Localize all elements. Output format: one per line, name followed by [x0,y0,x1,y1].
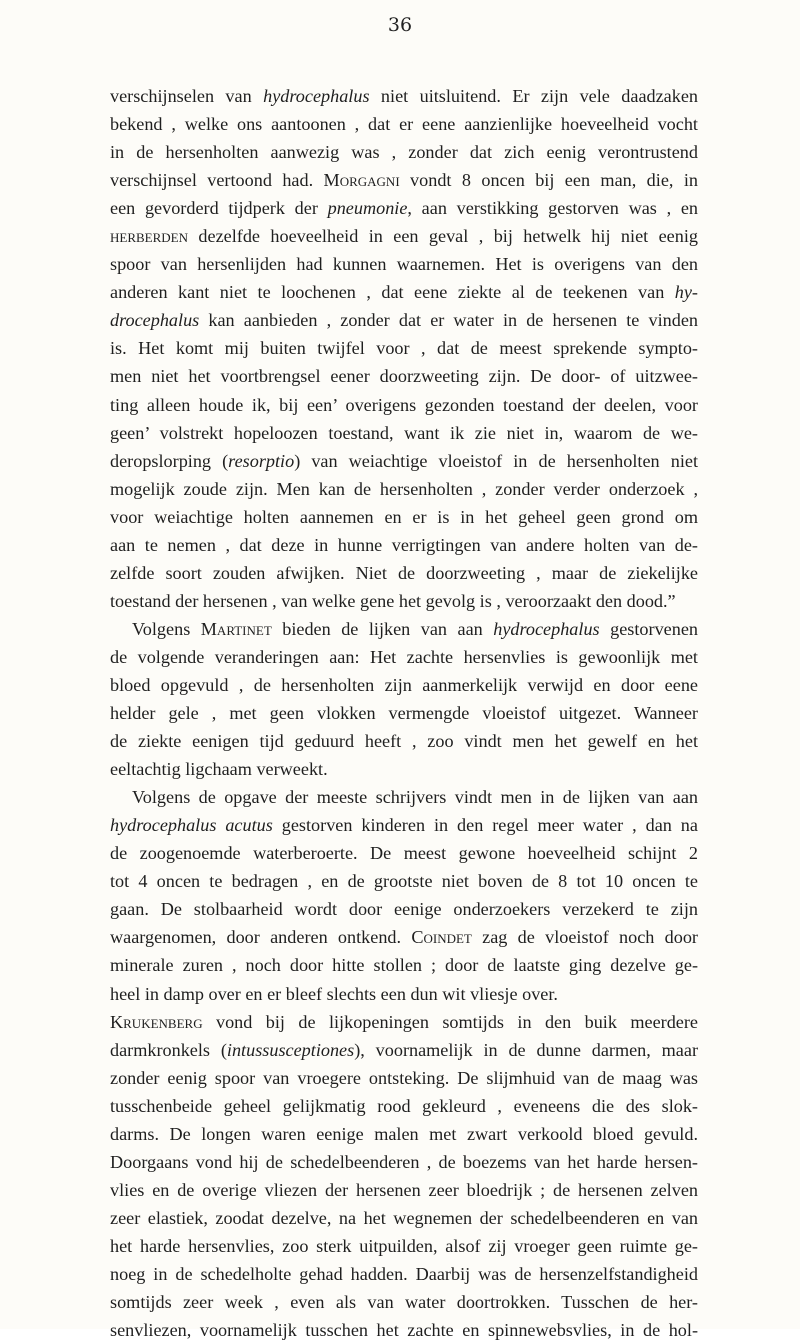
text-segment: zag de vloeistof noch door [471,927,698,948]
text-segment: , aan verstikking gestorven was , en [407,198,698,219]
text-segment: gaan. De stolbaarheid wordt door eenige onderzoekers verzekerd te zijn [110,899,698,920]
text-segment: is. Het komt mij buiten twijfel voor , dat de meest sprekende sympto- [110,338,698,359]
author-name: Krukenberg [110,1011,203,1032]
text-line [110,895,698,923]
text-segment: de volgende veranderingen aan: Het zachte hersenvlies is gewoonlijk met [110,646,698,667]
text-segment: vlies en de overige vliezen der hersenen zeer bloedrijk ; de hersenen zelven [110,1179,698,1200]
author-name: Morgagni [323,170,400,191]
text-segment: tusschenbeide geheel gelijkmatig rood gekleurd , eveneens die des slok- [110,1095,698,1116]
text-line [110,1176,698,1204]
text-line [110,138,698,166]
text-segment: dezelfde hoeveelheid in een geval , bij hetwelk hij niet eenig [188,226,698,247]
page-number: 36 [387,14,413,36]
text-line [110,755,698,783]
italic-term: pneumonie [327,198,408,219]
text-segment: niet uitsluitend. Er zijn vele daadzaken [369,86,698,106]
text-segment: de ziekte eenigen tijd geduurd heeft , zoo vindt men het gewelf en het [110,731,698,752]
author-name: Martinet [200,618,272,639]
text-segment: ) van weiachtige vloeistof in de hersenholten niet [294,450,698,471]
text-line [110,475,698,503]
text-segment: helder gele , met geen vlokken vermengde vloeistof uitgezet. Wanneer [110,703,698,724]
text-line [110,951,698,979]
text-segment: minerale zuren , noch door hitte stollen ; door de laatste ging dezelve ge- [110,955,698,976]
text-line [110,1316,698,1344]
text-segment: tot 4 oncen te bedragen , en de grootste niet boven de 8 tot 10 oncen te [110,871,698,892]
text-line [110,839,698,867]
text-line [110,867,698,895]
text-line [110,334,698,362]
text-line [110,194,698,222]
text-line [110,615,698,643]
text-segment: een gevorderd tijdperk der [110,198,328,219]
text-line [110,362,698,390]
text-segment: het harde hersenvlies, zoo sterk uitpuilden, alsof zij vroeger geen ruimte ge- [110,1235,698,1256]
text-line [110,1260,698,1288]
text-segment: bloed opgevuld , de hersenholten zijn aanmerkelijk verwijd en door eene [110,674,698,695]
text-line [110,1092,698,1120]
text-line [110,82,698,110]
text-segment: geen’ volstrekt hopeloozen toestand, want ik zie niet in, waarom de we- [110,422,698,443]
text-line [110,923,698,951]
text-line [110,531,698,559]
text-segment: zeer elastiek, zoodat dezelve, na het wegnemen der schedelbeenderen en van [110,1207,698,1228]
text-segment: in de hersenholten aanwezig was , zonder dat zich eenig verontrustend [110,142,698,163]
text-segment: spoor van hersenlijden had kunnen waarnemen. Het is overigens van den [110,254,698,275]
text-segment: gestorven kinderen in den regel meer water , dan na [272,815,698,836]
text-segment: senvliezen, voornamelijk tusschen het zachte en spinnewebsvlies, in de hol- [110,1320,698,1341]
text-segment: aan te nemen , dat deze in hunne verrigtingen van andere holten van de- [110,534,698,555]
text-line [110,1120,698,1148]
text-segment: zonder eenig spoor van vroegere ontsteking. De slijmhuid van de maag was [110,1067,698,1088]
text-segment: de zoogenoemde waterberoerte. De meest gewone hoeveelheid schijnt 2 [110,843,698,864]
body-text [110,82,698,1344]
text-line [110,222,698,250]
text-segment: deropslorping ( [110,450,229,471]
text-segment: kan aanbieden , zonder dat er water in de hersenen te vinden [199,310,698,331]
text-line [110,391,698,419]
italic-term: hy- [674,282,698,303]
text-segment: vond bij de lijkopeningen somtijds in den buik meerdere [202,1011,698,1032]
text-line [110,671,698,699]
text-line [110,419,698,447]
text-line [110,1204,698,1232]
text-segment: noeg in de schedelholte gehad hadden. Daarbij was de hersenzelfstandigheid [110,1263,698,1284]
text-segment: anderen kant niet te loochenen , dat eene ziekte al de teekenen van [110,282,675,303]
text-segment: voor weiachtige holten aannemen en er is in het geheel geen grond om [110,506,698,527]
text-line [110,250,698,278]
text-line [110,1232,698,1260]
text-line [110,110,698,138]
text-segment: Volgens [132,618,201,639]
text-line [110,503,698,531]
text-segment: gestorvenen [599,618,698,639]
text-segment: waargenomen, door anderen ontkend. [110,927,412,948]
text-line [110,447,698,475]
text-line [110,559,698,587]
text-line [110,699,698,727]
text-segment: bekend , welke ons aantoonen , dat er eene aanzienlijke hoeveelheid vocht [110,114,698,135]
text-segment: Doorgaans vond hij de schedelbeenderen , de boezems van het harde hersen- [110,1151,698,1172]
text-line [110,1064,698,1092]
italic-term: intussusceptiones [226,1039,355,1060]
text-line [110,306,698,334]
text-segment: Volgens de opgave der meeste schrijvers vindt men in de lijken van aan [132,787,698,808]
italic-term: resorptio [228,450,295,471]
text-segment: verschijnsel vertoond had. [110,170,324,191]
text-segment: eeltachtig ligchaam verweekt. [110,759,328,780]
text-line [110,166,698,194]
text-line [110,727,698,755]
text-segment: mogelijk zoude zijn. Men kan de hersenholten , zonder verder onderzoek , [110,478,698,499]
text-segment: ting alleen houde ik, bij een’ overigens gezonden toestand der deelen, voor [110,394,698,415]
text-segment: vondt 8 oncen bij een man, die, in [399,170,698,191]
author-name: herberden [110,226,188,247]
text-segment: darmkronkels ( [110,1039,227,1060]
text-segment: somtijds zeer week , even als van water doortrokken. Tusschen de her- [110,1292,698,1313]
text-line [110,1036,698,1064]
text-segment: darms. De longen waren eenige malen met zwart verkoold bloed gevuld. [110,1123,698,1144]
text-line [110,643,698,671]
text-segment: heel in damp over en er bleef slechts een dun wit vliesje over. [110,983,558,1004]
text-line [110,278,698,306]
italic-term: hydrocephalus [263,86,370,106]
text-segment: toestand der hersenen , van welke gene het gevolg is , veroorzaakt den dood.” [110,590,676,611]
text-segment: bieden de lijken van aan [271,618,494,639]
author-name: Coindet [411,927,472,948]
text-line [110,980,698,1008]
text-line [110,811,698,839]
text-segment: verschijnselen van [110,86,264,106]
text-segment: zelfde soort zouden afwijken. Niet de doorzweeting , maar de ziekelijke [110,562,698,583]
italic-term: drocephalus [110,310,200,331]
text-line [110,1148,698,1176]
text-segment: ), voornamelijk in de dunne darmen, maar [354,1039,698,1060]
text-line [110,1288,698,1316]
text-segment: men niet het voortbrengsel eener doorzweeting zijn. De door- of uitzwee- [110,366,698,387]
italic-term: hydrocephalus acutus [110,815,273,836]
italic-term: hydrocephalus [493,618,600,639]
text-line [110,1008,698,1036]
text-line [110,587,698,615]
text-line [110,783,698,811]
